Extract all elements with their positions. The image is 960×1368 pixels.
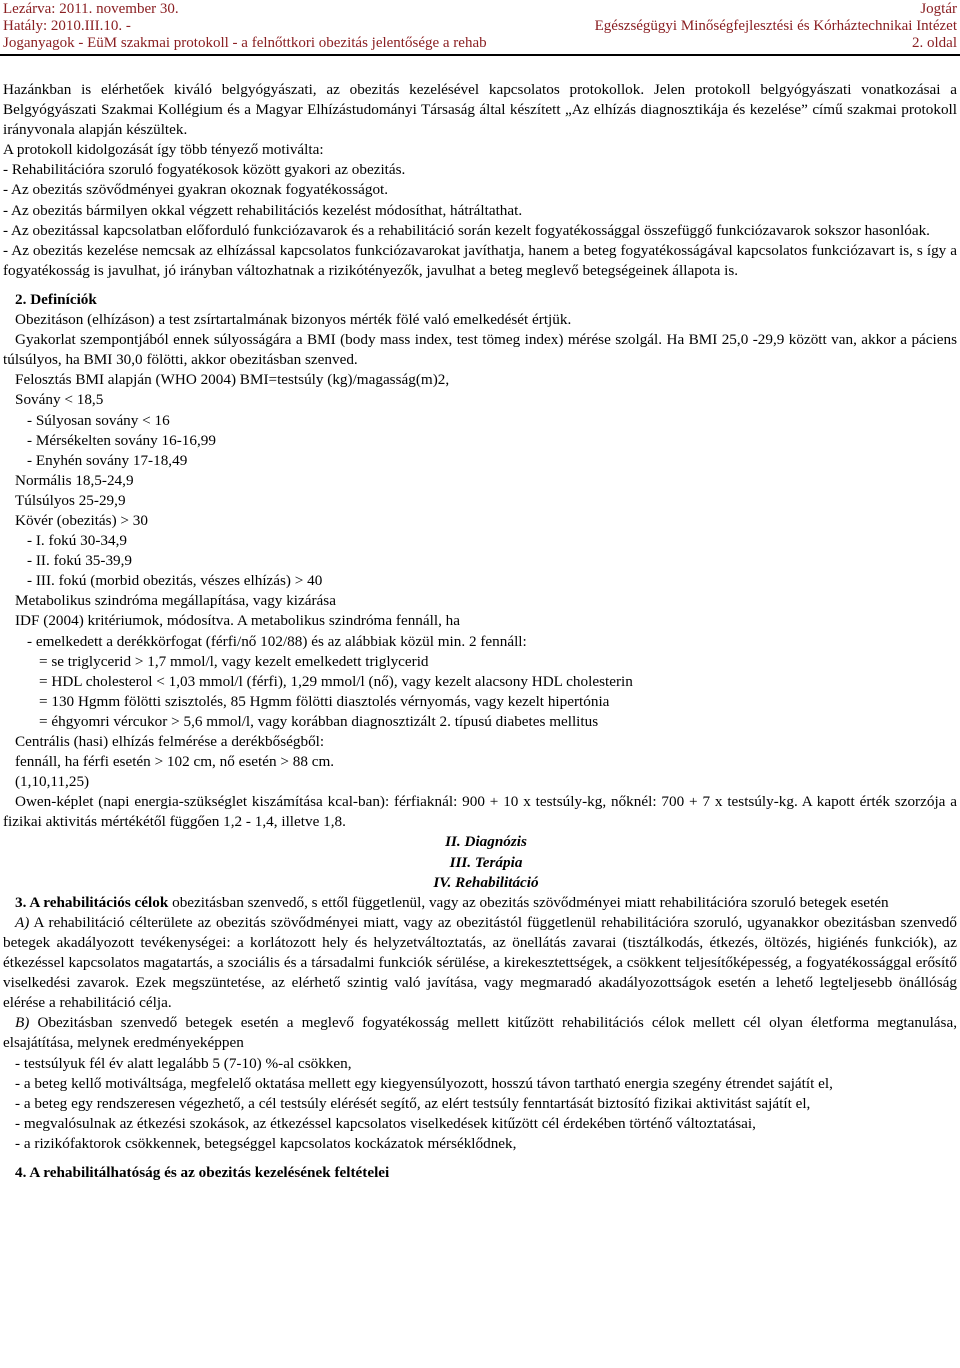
page-header bbox=[0, 0, 960, 62]
rehab-goals-text: obezitásban szenvedő, s ettől függetlenül, vagy az obezitás szövődményei miatt rehabilitációra szoruló betegek esetén bbox=[168, 893, 889, 911]
criteria-item: = HDL cholesterol < 1,03 mmol/l (férfi), 1,29 mmol/l (nő), vagy kezelt alacsony HDL cholesterin bbox=[39, 672, 633, 690]
definition-line: Gyakorlat szempontjából ennek súlyosságára a BMI (body mass index, test tömeg index) mérése szolgál. Ha BMI 25,0 -29,9 között van, akkor a páciens túlsúlyos, ha BMI 30,0 fölötti, akkor obezitásban szenved. bbox=[3, 331, 957, 369]
chapter-heading-therapy: III. Terápia bbox=[449, 853, 523, 871]
bmi-category: Sovány < 18,5 bbox=[15, 391, 104, 409]
intro-bullet: - Rehabilitációra szoruló fogyatékosok között gyakori az obezitás. bbox=[3, 161, 406, 179]
rehab-paragraph-a bbox=[3, 913, 957, 1013]
definition-line: IDF (2004) kritériumok, módosítva. A metabolikus szindróma fennáll, ha bbox=[15, 612, 461, 630]
bmi-category: Túlsúlyos 25-29,9 bbox=[15, 491, 126, 509]
definition-line: fennáll, ha férfi esetén > 102 cm, nő esetén > 88 cm. bbox=[15, 753, 335, 771]
bmi-subcategory: - Enyhén sovány 17-18,49 bbox=[27, 451, 188, 469]
intro-bullet: - Az obezitással kapcsolatban előforduló funkciózavarok és a rehabilitáció során kezelt fogyatékossággal összefüggő funkciózavarok sokszor hasonlóak. bbox=[3, 221, 930, 239]
bmi-category: Normális 18,5-24,9 bbox=[15, 471, 134, 489]
section-heading-conditions: 4. A rehabilitálhatóság és az obezitás kezelésének feltételei bbox=[15, 1163, 390, 1181]
rehab-text-b: Obezitásban szenvedő betegek esetén a meglevő fogyatékosság mellett kitűzött rehabilitációs célok mellett cél olyan életforma megtanulása, elsajátítása, melynek eredményeképpen bbox=[3, 1014, 957, 1052]
header-row-1 bbox=[3, 1, 957, 18]
header-validity: Hatály: 2010.III.10. - bbox=[3, 18, 131, 34]
owen-formula: Owen-képlet (napi energia-szükséglet kiszámítása kcal-ban): férfiaknál: 900 + 10 x testsúly-kg, nőknél: 700 + 7 x testsúly-kg. A kapott érték szorzója a fizikai aktivitás mértékétől függően 1,2 - 1,4, illetve 1,8. bbox=[3, 793, 957, 831]
bmi-category: Kövér (obezitás) > 30 bbox=[15, 511, 148, 529]
definition-line: Felosztás BMI alapján (WHO 2004) BMI=testsúly (kg)/magasság(m)2, bbox=[15, 371, 450, 389]
header-row-2 bbox=[3, 18, 957, 35]
definition-line: Obezitáson (elhízáson) a test zsírtartalmának bizonyos mérték fölé való emelkedését értjük. bbox=[15, 311, 572, 329]
intro-bullet: - Az obezitás bármilyen okkal végzett rehabilitációs kezelést módosíthat, hátráltathat. bbox=[3, 201, 523, 219]
intro-motivation: A protokoll kidolgozását így több tényező motiválta: bbox=[3, 141, 324, 159]
bmi-subcategory: - Súlyosan sovány < 16 bbox=[27, 411, 170, 429]
bmi-subcategory: - I. fokú 30-34,9 bbox=[27, 532, 127, 550]
rehab-goals-paragraph bbox=[3, 893, 957, 913]
header-source: Jogtár bbox=[920, 1, 957, 17]
document-body bbox=[3, 80, 957, 1183]
header-closing-date: Lezárva: 2011. november 30. bbox=[3, 1, 179, 17]
paragraph-label-b: B) bbox=[15, 1014, 30, 1032]
definition-line: Metabolikus szindróma megállapítása, vagy kizárása bbox=[15, 592, 336, 610]
intro-paragraph: Hazánkban is elérhetőek kiváló belgyógyászati, az obezitás kezelésével kapcsolatos protokollok. Jelen protokoll belgyógyászati vonatkozásai a Belgyógyászati Szakmai Kollégium és a Magyar Elhízástudományi Társaság által készített „Az elhízás diagnosztikája és kezelése” című szakmai protokoll irányvonala alapján készültek. bbox=[3, 81, 957, 139]
chapter-heading-diagnosis: II. Diagnózis bbox=[445, 833, 527, 851]
header-divider bbox=[0, 54, 960, 56]
header-document-title: Joganyagok - EüM szakmai protokoll - a felnőttkori obezitás jelentősége a rehab bbox=[3, 35, 487, 51]
criteria-item: = éhgyomri vércukor > 5,6 mmol/l, vagy korábban diagnosztizált 2. típusú diabetes mellitus bbox=[39, 712, 599, 730]
bmi-subcategory: - II. fokú 35-39,9 bbox=[27, 552, 133, 570]
bmi-subcategory: - Mérsékelten sovány 16-16,99 bbox=[27, 431, 216, 449]
spacer bbox=[3, 281, 957, 290]
header-row-3 bbox=[3, 35, 957, 52]
definition-line: Centrális (hasi) elhízás felmérése a derékbőségből: bbox=[15, 733, 325, 750]
rehab-goal-item: - testsúlyuk fél év alatt legalább 5 (7-10) %-al csökken, bbox=[15, 1054, 352, 1072]
intro-bullet: - Az obezitás kezelése nemcsak az elhízással kapcsolatos funkciózavarokat javíthatja, hanem a beteg fogyatékosságával kapcsolatos funkciózavart is, s így a fogyatékosság is javulhat, jó irányban változhatnak a rizikótényezők, javulhat a beteg meglevő betegségeinek állapota is. bbox=[3, 241, 957, 279]
criteria-item: = 130 Hgmm fölötti szisztolés, 85 Hgmm fölötti diasztolés vérnyomás, vagy kezelt hipertónia bbox=[39, 692, 610, 710]
header-page-number: 2. oldal bbox=[912, 35, 957, 51]
section-heading-definitions: 2. Definíciók bbox=[15, 290, 97, 308]
chapter-heading-rehabilitation: IV. Rehabilitáció bbox=[433, 873, 539, 891]
rehab-text-a: A rehabilitáció célterülete az obezitás szövődményei miatt, vagy az obezitástól függetlenül rehabilitációra szoruló, ugyanakkor obezitásban szenvedő betegek akadályozott tevékenységei: a korlátozott hely és helyzetváltoztatás, az önellátás zavarai (tisztálkodás, étkezés, öltözés, higiénés funkciók), az étkezéssel kapcsolatos magatartás, a szociális és a társadalmi funkciók sérülése, a kirekesztettségek, a csökkent teljesítőképesség, a fogyatékossággal erősítő viselkedési zavarok. Ezek megszüntetése, az elérhető szintig való javítása, vagy megmaradó akadályozottságok esetén a lehető legteljesebb önállóság elérése a rehabilitáció célja. bbox=[3, 913, 957, 1012]
intro-bullet: - Az obezitás szövődményei gyakran okoznak fogyatékosságot. bbox=[3, 181, 389, 199]
criteria-item: = se triglycerid > 1,7 mmol/l, vagy kezelt emelkedett triglycerid bbox=[39, 652, 429, 670]
spacer bbox=[3, 1154, 957, 1163]
rehab-goal-item: - a beteg kellő motiváltsága, megfelelő oktatása mellett egy kiegyensúlyozott, hosszú távon tartható energia szegény étrendet sajátít el, bbox=[15, 1074, 833, 1092]
rehab-goal-item: - a rizikófaktorok csökkennek, betegséggel kapcsolatos kockázatok mérséklődnek, bbox=[15, 1134, 517, 1152]
paragraph-label-a: A) bbox=[15, 913, 30, 931]
criteria-line: - emelkedett a derékkörfogat (férfi/nő 102/88) és az alábbiak közül min. 2 fennáll: bbox=[27, 632, 527, 650]
header-publisher: Egészségügyi Minőségfejlesztési és Kórháztechnikai Intézet bbox=[594, 18, 957, 34]
section-heading-rehab-goals: 3. A rehabilitációs célok bbox=[15, 893, 169, 911]
reference-list: (1,10,11,25) bbox=[15, 773, 90, 791]
rehab-goal-item: - a beteg egy rendszeresen végezhető, a cél testsúly elérését segítő, az elért testsúly fenntartását biztosító fizikai aktivitást sajátít el, bbox=[15, 1094, 811, 1112]
bmi-subcategory: - III. fokú (morbid obezitás, vészes elhízás) > 40 bbox=[27, 572, 323, 590]
rehab-goal-item: - megvalósulnak az étkezési szokások, az étkezéssel kapcsolatos viselkedések kitűzött cél érdekében történő változtatásai, bbox=[15, 1114, 756, 1132]
rehab-paragraph-b bbox=[3, 1013, 957, 1053]
